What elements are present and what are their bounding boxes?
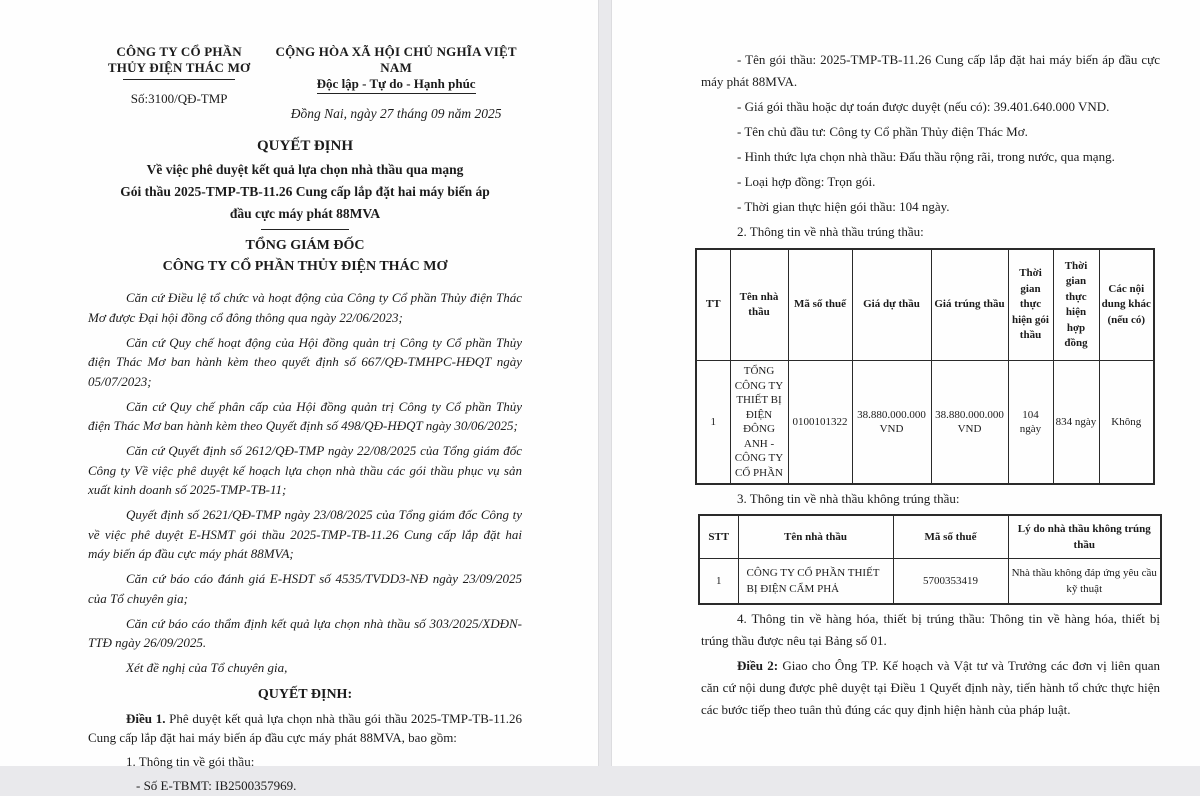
decision-operative-heading: QUYẾT ĐỊNH:	[257, 686, 353, 702]
document-header	[88, 44, 522, 122]
recital-paragraph: Căn cứ Quy chế phân cấp của Hội đồng quản trị Công ty Cổ phần Thủy điện Thác Mơ ban hành kèm theo Quyết định số 498/QĐ-HĐQT ngày 30/06/2025;	[88, 398, 522, 433]
decision-subtitle-1: Về việc phê duyệt kết quả lựa chọn nhà thầu qua mạng	[146, 162, 464, 177]
decision-subtitle-2: Gói thầu 2025-TMP-TB-11.26 Cung cấp lắp đặt hai máy biến áp	[120, 184, 490, 199]
title-separator-line	[261, 229, 349, 230]
table-cell-bidder-name: TỔNG CÔNG TY THIẾT BỊ ĐIỆN ĐÔNG ANH - CÔNG TY CỔ PHẦN	[730, 361, 788, 485]
article-1-text: Phê duyệt kết quả lựa chọn nhà thầu gói thầu 2025-TMP-TB-11.26 Cung cấp lắp đặt hai máy biến áp đầu cực máy phát 88MVA, bao gồm:	[88, 710, 523, 745]
issuer-name-line2: THỦY ĐIỆN THÁC MƠ	[107, 60, 251, 75]
article-1-paragraph	[88, 709, 522, 748]
decision-title: QUYẾT ĐỊNH	[257, 138, 353, 154]
etbmt-number-line: - Số E-TBMT: IB2500357969.	[136, 778, 297, 793]
table-cell-bidder-name: CÔNG TY CỔ PHẦN THIẾT BỊ ĐIỆN CẨM PHẢ	[738, 559, 893, 605]
loser-section-heading: 3. Thông tin về nhà thầu không trúng thầu:	[737, 491, 960, 506]
package-info-heading: 1. Thông tin về gói thầu:	[126, 754, 255, 769]
recital-paragraph: Căn cứ Quyết định số 2612/QĐ-TMP ngày 22/08/2025 của Tổng giám đốc Công ty Về việc phê duyệt kế hoạch lựa chọn nhà thầu các gói thầu phục vụ sản xuất kinh doanh số 2025-TMP-TB-11;	[88, 443, 522, 497]
national-motto-line1: CỘNG HÒA XÃ HỘI CHỦ NGHĨA VIỆT NAM	[275, 44, 517, 75]
table-cell-contract-duration: 834 ngày	[1053, 361, 1099, 485]
issuer-underline	[123, 79, 235, 80]
table-cell-index: 1	[696, 361, 730, 485]
table-header-cell: Mã số thuế	[788, 249, 852, 361]
document-page-1	[0, 0, 599, 793]
recital-paragraph: Quyết định số 2621/QĐ-TMP ngày 23/08/2025 của Tổng giám đốc Công ty về việc phê duyệt E-HSMT gói thầu 2025-TMP-TB-11.26 Cung cấp lắp đặt hai máy biến áp đầu cực máy phát 88MVA;	[88, 507, 522, 561]
national-motto-line2	[270, 76, 522, 94]
table-cell-tax-code: 0100101322	[788, 361, 852, 485]
table-cell-rejection-reason: Nhà thầu không đáp ứng yêu cầu kỹ thuật	[1008, 559, 1161, 605]
winner-section-heading: 2. Thông tin về nhà thầu trúng thầu:	[737, 224, 924, 239]
table-header-cell: Các nội dung khác (nếu có)	[1099, 249, 1154, 361]
issuer-name-line1: CÔNG TY CỔ PHẦN	[116, 44, 242, 59]
article-2-paragraph	[701, 655, 1160, 721]
goods-info-paragraph: 4. Thông tin về hàng hóa, thiết bị trúng thầu: Thông tin về hàng hóa, thiết bị trúng thầu được nêu tại Bảng số 01.	[701, 611, 1160, 648]
table-header-cell: Giá trúng thầu	[931, 249, 1008, 361]
table-cell-other-content: Không	[1099, 361, 1154, 485]
recitals-block	[88, 288, 522, 678]
unsuccessful-bidder-table	[698, 514, 1162, 605]
package-detail-item: - Hình thức lựa chọn nhà thầu: Đấu thầu rộng rãi, trong nước, qua mạng.	[737, 149, 1115, 164]
article-1-label: Điều 1.	[126, 710, 166, 726]
authority-title-line2: CÔNG TY CỔ PHẦN THỦY ĐIỆN THÁC MƠ	[162, 259, 448, 274]
issuer-block	[88, 44, 270, 122]
winning-table-header-row	[696, 249, 1154, 361]
document-page-2	[611, 0, 1200, 766]
table-cell-index: 1	[699, 559, 738, 605]
table-header-cell: Thời gian thực hiện hợp đồng	[1053, 249, 1099, 361]
document-number: Số:3100/QĐ-TMP	[130, 91, 228, 106]
table-header-cell: Tên nhà thầu	[738, 515, 893, 559]
table-header-cell: Tên nhà thầu	[730, 249, 788, 361]
package-detail-item: - Loại hợp đồng: Trọn gói.	[737, 174, 876, 189]
recital-paragraph: Căn cứ Quy chế hoạt động của Hội đồng quản trị Công ty Cổ phần Thủy điện Thác Mơ ban hành kèm theo quyết định số 667/QĐ-TMHPC-HĐQT ngày 05/07/2023;	[88, 334, 522, 389]
motto-underlined-text: Độc lập - Tự do - Hạnh phúc	[317, 76, 476, 94]
table-cell-award-price: 38.880.000.000 VND	[931, 361, 1008, 485]
decision-subtitle-3: đầu cực máy phát 88MVA	[229, 206, 381, 221]
place-date-line: Đồng Nai, ngày 27 tháng 09 năm 2025	[290, 106, 502, 121]
table-header-cell: Thời gian thực hiện gói thầu	[1008, 249, 1053, 361]
article-2-text: Giao cho Ông TP. Kế hoạch và Vật tư và Trưởng các đơn vị liên quan căn cứ nội dung được phê duyệt tại Điều 1 Quyết định này, tiến hành tổ chức thực hiện các bước tiếp theo tuân thủ đúng các quy định hiện hành của pháp luật.	[701, 658, 1160, 717]
package-detail-item: - Tên chủ đầu tư: Công ty Cổ phần Thủy điện Thác Mơ.	[737, 124, 1028, 139]
article-2-label: Điều 2:	[737, 658, 779, 673]
authority-title-line1: TỔNG GIÁM ĐỐC	[245, 238, 365, 253]
national-header-block	[270, 44, 522, 122]
package-detail-item: - Thời gian thực hiện gói thầu: 104 ngày.	[737, 199, 950, 214]
winning-bidder-table	[695, 248, 1155, 485]
recital-paragraph: Căn cứ Điều lệ tổ chức và hoạt động của Công ty Cổ phần Thủy điện Thác Mơ được Đại hội đồng cổ đông thông qua ngày 22/06/2023;	[88, 290, 522, 325]
recital-paragraph: Căn cứ báo cáo thẩm định kết quả lựa chọn nhà thầu số 303/2025/XDĐN-TTĐ ngày 26/09/2025.	[88, 615, 522, 650]
table-cell-bid-price: 38.880.000.000 VND	[852, 361, 931, 485]
winning-table-data-row	[696, 361, 1154, 485]
package-detail-item: - Giá gói thầu hoặc dự toán được duyệt (nếu có): 39.401.640.000 VND.	[737, 99, 1110, 114]
table-header-cell: TT	[696, 249, 730, 361]
loser-table-header-row	[699, 515, 1161, 559]
recital-paragraph: Căn cứ báo cáo đánh giá E-HSDT số 4535/TVDD3-NĐ ngày 23/09/2025 của Tổ chuyên gia;	[88, 571, 522, 606]
table-cell-tax-code: 5700353419	[893, 559, 1008, 605]
table-header-cell: Giá dự thầu	[852, 249, 931, 361]
table-header-cell: STT	[699, 515, 738, 559]
loser-table-data-row	[699, 559, 1161, 605]
recital-paragraph: Xét đề nghị của Tổ chuyên gia,	[126, 660, 288, 675]
table-header-cell: Lý do nhà thầu không trúng thầu	[1008, 515, 1161, 559]
package-detail-item: - Tên gói thầu: 2025-TMP-TB-11.26 Cung cấp lắp đặt hai máy biến áp đầu cực máy phát 88MVA.	[701, 52, 1160, 89]
table-cell-package-duration: 104 ngày	[1008, 361, 1053, 485]
table-header-cell: Mã số thuế	[893, 515, 1008, 559]
